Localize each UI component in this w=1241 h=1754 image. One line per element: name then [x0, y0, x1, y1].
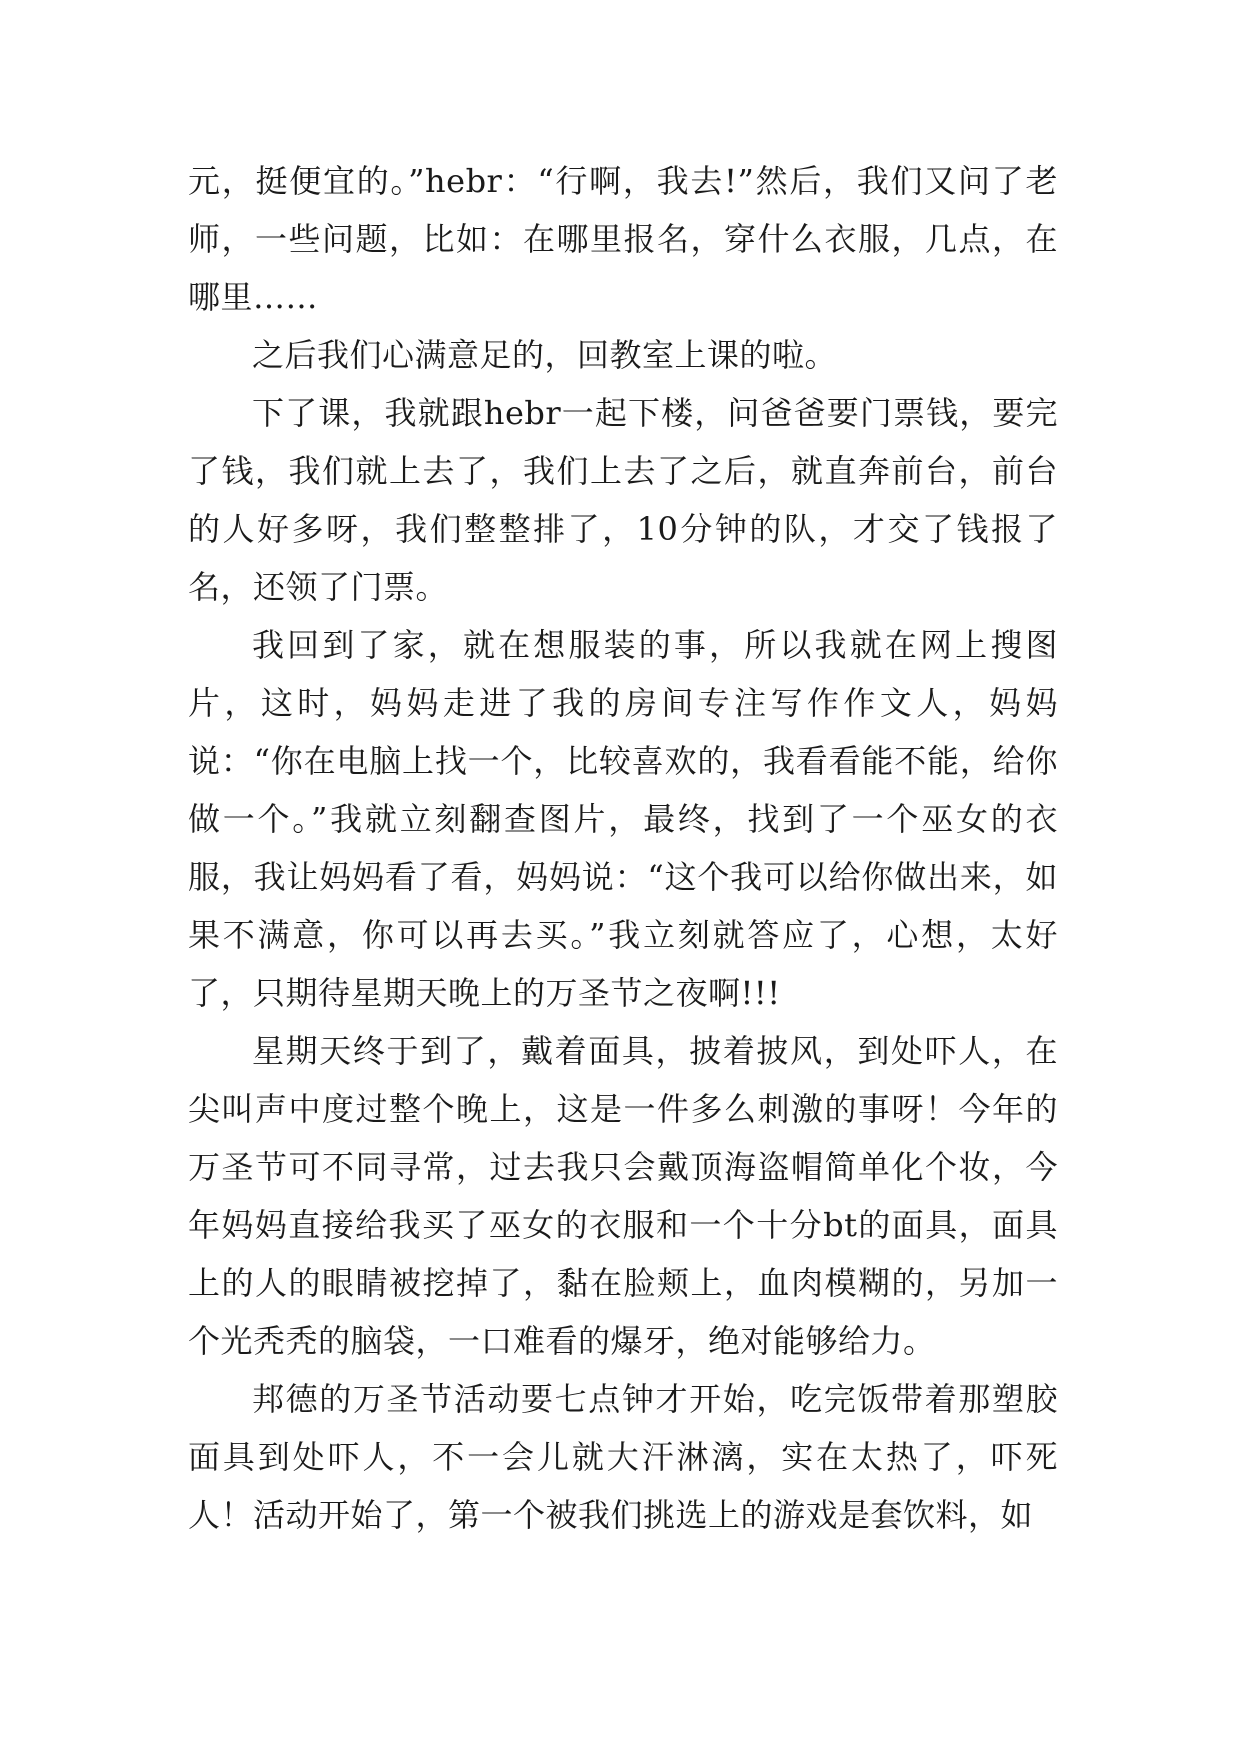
paragraph-2: 之后我们心满意足的，回教室上课的啦。	[252, 336, 838, 374]
paragraph-1: 元，挺便宜的。”hebr：“行啊，我去!”然后，我们又问了老师，一些问题，比如：在哪里报名，穿什么衣服，几点，在哪里……	[188, 162, 1058, 316]
paragraph-6: 邦德的万圣节活动要七点钟才开始，吃完饭带着那塑胶面具到处吓人，不一会儿就大汗淋漓，实在太热了，吓死人！活动开始了，第一个被我们挑选上的游戏是套饮料，如	[188, 1380, 1058, 1534]
body-text	[188, 152, 1058, 1544]
paragraph-5: 星期天终于到了，戴着面具，披着披风，到处吓人，在尖叫声中度过整个晚上，这是一件多么刺激的事呀！今年的万圣节可不同寻常，过去我只会戴顶海盗帽简单化个妆，今年妈妈直接给我买了巫女的衣服和一个十分bt的面具，面具上的人的眼睛被挖掉了，黏在脸颊上，血肉模糊的，另加一个光秃秃的脑袋，一口难看的爆牙，绝对能够给力。	[188, 1032, 1058, 1360]
paragraph-3: 下了课，我就跟hebr一起下楼，问爸爸要门票钱，要完了钱，我们就上去了，我们上去了之后，就直奔前台，前台的人好多呀，我们整整排了，10分钟的队，才交了钱报了名，还领了门票。	[188, 394, 1058, 606]
paragraph-4: 我回到了家，就在想服装的事，所以我就在网上搜图片，这时，妈妈走进了我的房间专注写作作文人，妈妈说：“你在电脑上找一个，比较喜欢的，我看看能不能，给你做一个。”我就立刻翻查图片，最终，找到了一个巫女的衣服，我让妈妈看了看，妈妈说：“这个我可以给你做出来，如果不满意，你可以再去买。”我立刻就答应了，心想，太好了，只期待星期天晚上的万圣节之夜啊!!!	[188, 626, 1058, 1012]
